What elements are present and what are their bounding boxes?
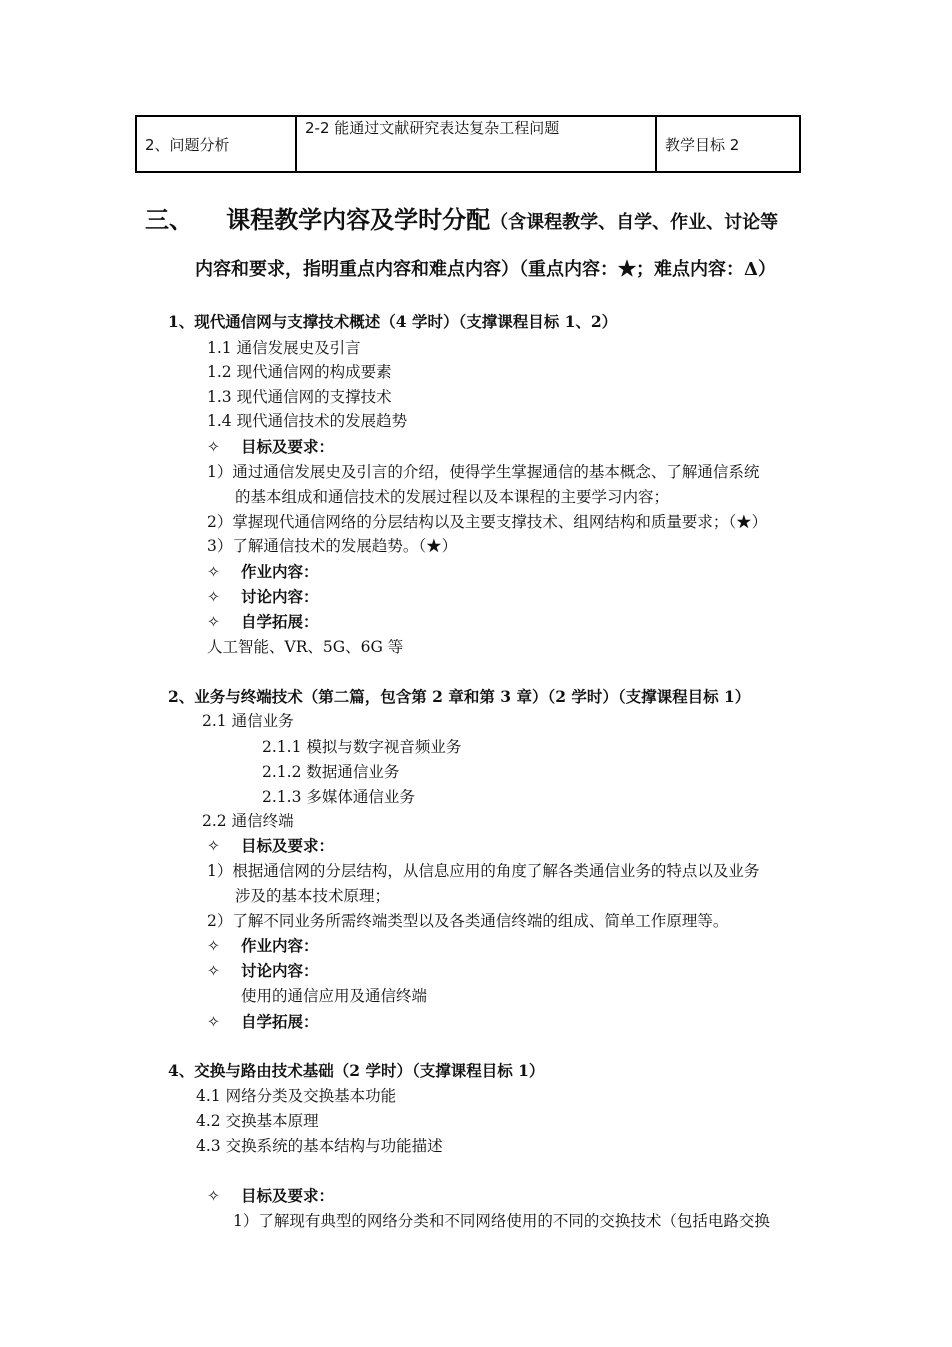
- chapter-4-heading: 4、交换与路由技术基础（2 学时）（支撑课程目标 1）: [168, 1061, 545, 1080]
- ch2-goal-1b: 涉及的基本技术原理；: [235, 887, 391, 905]
- bullet-icon: ✧: [207, 937, 220, 955]
- ch2-discussion-text: 使用的通信应用及通信终端: [241, 987, 428, 1005]
- bullet-icon: ✧: [207, 563, 220, 581]
- ch4-goal-label: ✧ 目标及要求：: [207, 1186, 335, 1205]
- ch1-goal-1a: 1）通过通信发展史及引言的介绍，使得学生掌握通信的基本概念、了解通信系统: [207, 463, 760, 481]
- bullet-icon: ✧: [207, 1013, 220, 1031]
- bullet-icon: ✧: [207, 613, 220, 631]
- ch1-homework-label: ✧ 作业内容：: [207, 562, 319, 581]
- section-note: （含课程教学、自学、作业、讨论等: [490, 212, 779, 233]
- ch2-discussion-label: ✧ 讨论内容：: [207, 961, 319, 980]
- bullet-icon: ✧: [207, 962, 220, 980]
- ch2-homework-label: ✧ 作业内容：: [207, 936, 319, 955]
- table-row: [136, 116, 800, 172]
- ch4-goal-1: 1）了解现有典型的网络分类和不同网络使用的不同的交换技术（包括电路交换: [233, 1212, 770, 1230]
- table-cell-indicator: 2-2 能通过文献研究表达复杂工程问题: [296, 116, 656, 172]
- ch2-goal-2: 2）了解不同业务所需终端类型以及各类通信终端的组成、简单工作原理等。: [207, 912, 729, 930]
- ch1-goal-2: 2）掌握现代通信网络的分层结构以及主要支撑技术、组网结构和质量要求；（★）: [207, 513, 768, 531]
- chapter-2-heading: 2、业务与终端技术（第二篇，包含第 2 章和第 3 章）（2 学时）（支撑课程目标 1）: [168, 687, 751, 706]
- table-cell-goal: 教学目标 2: [656, 116, 800, 172]
- bullet-icon: ✧: [207, 1187, 220, 1205]
- ch2-item-2-2: 2.2 通信终端: [202, 812, 294, 830]
- ch4-item-2: 4.2 交换基本原理: [196, 1112, 319, 1130]
- objectives-table: [135, 115, 801, 173]
- section-heading: [145, 200, 778, 235]
- chapter-1-heading: 1、现代通信网与支撑技术概述（4 学时）（支撑课程目标 1、2）: [168, 312, 618, 331]
- ch2-item-2-1: 2.1 通信业务: [202, 712, 294, 730]
- bullet-icon: ✧: [207, 438, 220, 456]
- ch1-item-1: 1.1 通信发展史及引言: [207, 339, 361, 357]
- ch1-goal-1b: 的基本组成和通信技术的发展过程以及本课程的主要学习内容；: [235, 488, 670, 506]
- bullet-icon: ✧: [207, 837, 220, 855]
- ch2-sub-1: 2.1.1 模拟与数字视音频业务: [262, 738, 462, 756]
- ch4-item-3: 4.3 交换系统的基本结构与功能描述: [196, 1137, 443, 1155]
- ch2-selfstudy-label: ✧ 自学拓展：: [207, 1012, 319, 1031]
- ch1-goal-label: ✧ 目标及要求：: [207, 437, 335, 456]
- ch1-selfstudy-label: ✧ 自学拓展：: [207, 612, 319, 631]
- ch2-goal-label: ✧ 目标及要求：: [207, 836, 335, 855]
- bullet-icon: ✧: [207, 588, 220, 606]
- ch2-sub-2: 2.1.2 数据通信业务: [262, 763, 400, 781]
- ch2-goal-1a: 1）根据通信网的分层结构，从信息应用的角度了解各类通信业务的特点以及业务: [207, 862, 760, 880]
- ch1-discussion-label: ✧ 讨论内容：: [207, 587, 319, 606]
- section-number: 三、: [145, 205, 193, 234]
- ch1-selfstudy-text: 人工智能、VR、5G、6G 等: [207, 638, 404, 656]
- table-cell-requirement: 2、问题分析: [136, 116, 296, 172]
- ch1-goal-3: 3）了解通信技术的发展趋势。（★）: [207, 537, 458, 555]
- ch1-item-3: 1.3 现代通信网的支撑技术: [207, 388, 392, 406]
- ch1-item-2: 1.2 现代通信网的构成要素: [207, 363, 392, 381]
- ch1-item-4: 1.4 现代通信技术的发展趋势: [207, 412, 408, 430]
- ch4-item-1: 4.1 网络分类及交换基本功能: [196, 1087, 397, 1105]
- section-note-cont: 内容和要求，指明重点内容和难点内容）（重点内容：★；难点内容：Δ）: [195, 259, 776, 280]
- ch2-sub-3: 2.1.3 多媒体通信业务: [262, 788, 415, 806]
- section-title: 课程教学内容及学时分配: [226, 205, 491, 234]
